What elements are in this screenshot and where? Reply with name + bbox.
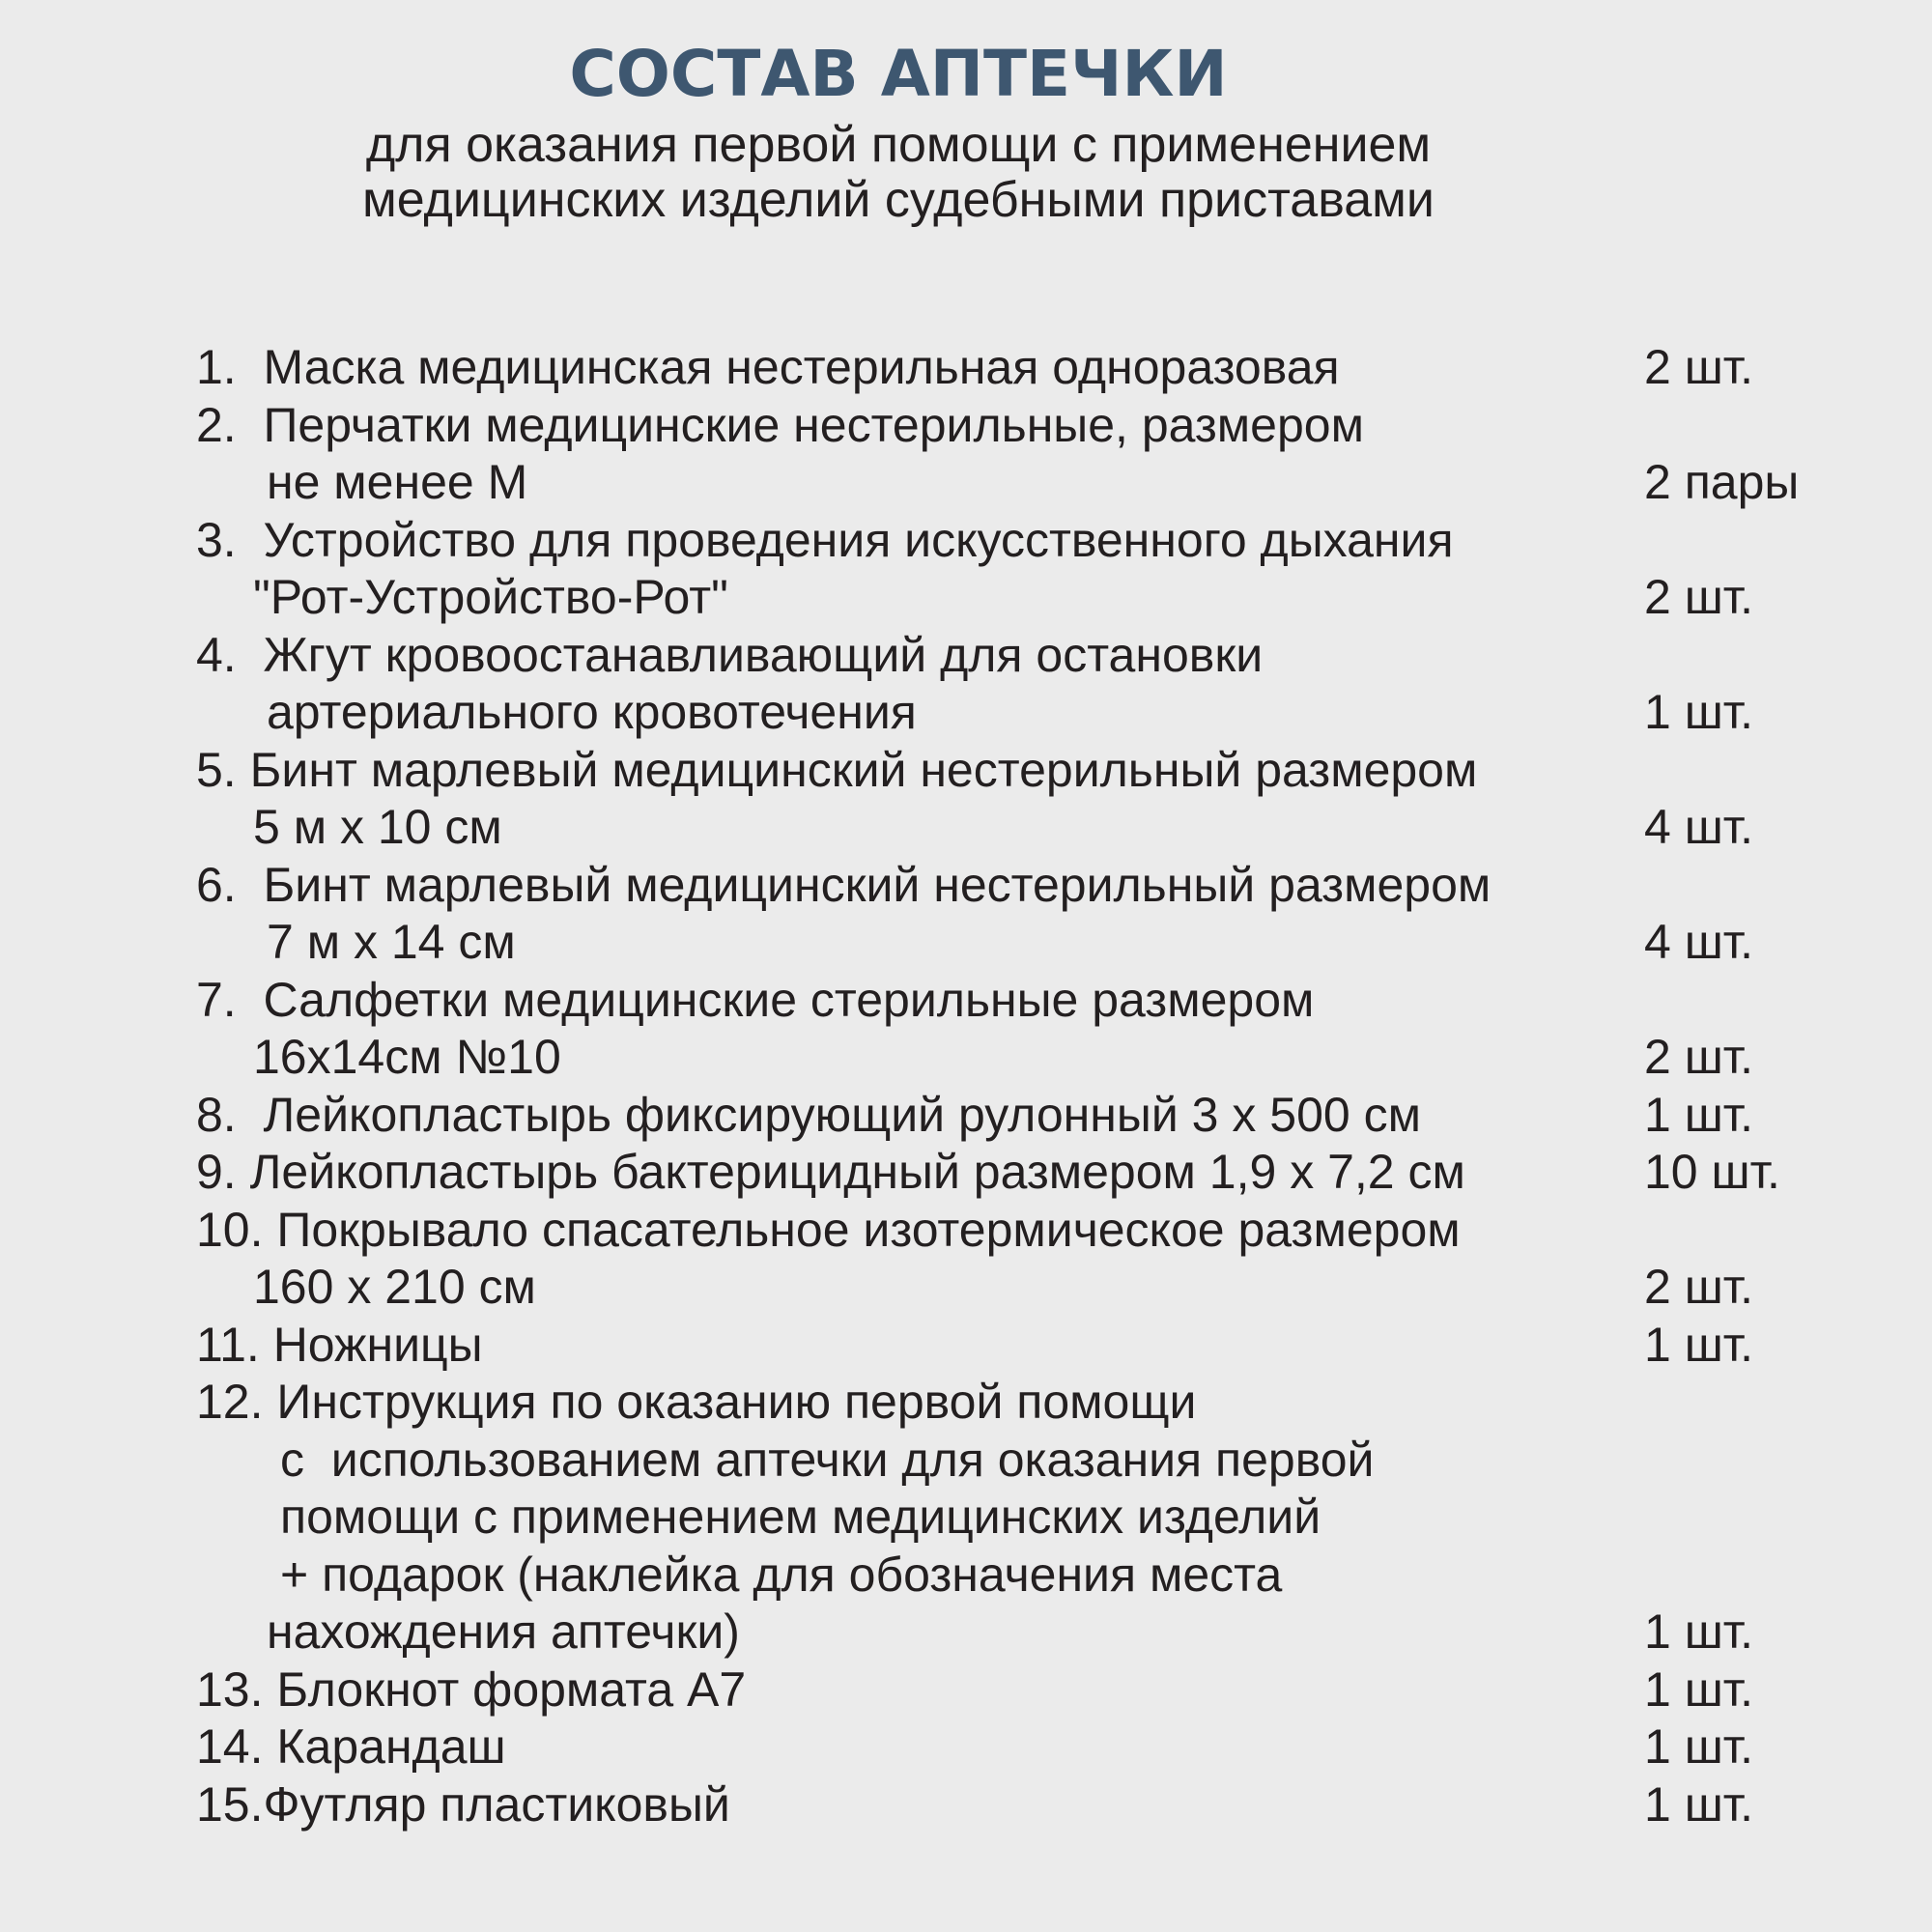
- subtitle-line-1: для оказания первой помощи с применением: [365, 117, 1432, 173]
- item-8-qty: 1 шт.: [1644, 1088, 1754, 1142]
- item-12-text-cont-2: помощи с применением медицинских изделий: [280, 1490, 1321, 1544]
- item-12-text-cont-3: + подарок (наклейка для обозначения места: [280, 1548, 1283, 1602]
- item-4-text-cont: артериального кровотечения: [267, 685, 917, 739]
- item-3-qty: 2 шт.: [1644, 570, 1754, 624]
- item-5-text-cont: 5 м х 10 см: [253, 800, 502, 854]
- item-6-text-cont: 7 м х 14 см: [267, 915, 516, 969]
- item-6-qty: 4 шт.: [1644, 915, 1754, 969]
- item-13-text: 13. Блокнот формата А7: [196, 1662, 747, 1717]
- item-10-qty: 2 шт.: [1644, 1260, 1754, 1314]
- item-3-text-cont: "Рот-Устройство-Рот": [253, 570, 728, 624]
- item-9-text: 9. Лейкопластырь бактерицидный размером 1,9 х 7,2 см: [196, 1145, 1465, 1199]
- item-12-qty: 1 шт.: [1644, 1605, 1754, 1659]
- item-5-text: 5. Бинт марлевый медицинский нестерильный размером: [196, 743, 1478, 797]
- item-7-qty: 2 шт.: [1644, 1030, 1754, 1084]
- item-12-text-cont-1: с использованием аптечки для оказания первой: [280, 1433, 1375, 1487]
- item-1-text: 1. Маска медицинская нестерильная одноразовая: [196, 340, 1340, 394]
- item-10-text-cont: 160 х 210 см: [253, 1260, 536, 1314]
- item-6-text: 6. Бинт марлевый медицинский нестерильный размером: [196, 858, 1492, 912]
- item-7-text: 7. Салфетки медицинские стерильные размером: [196, 973, 1315, 1027]
- subtitle-line-2: медицинских изделий судебными приставами: [362, 172, 1435, 228]
- page-title: СОСТАВ АПТЕЧКИ: [569, 37, 1228, 111]
- item-12-text-cont-4: нахождения аптечки): [267, 1605, 740, 1659]
- item-12-text: 12. Инструкция по оказанию первой помощи: [196, 1375, 1197, 1429]
- item-1-qty: 2 шт.: [1644, 340, 1754, 394]
- item-14-qty: 1 шт.: [1644, 1719, 1754, 1774]
- item-11-text: 11. Ножницы: [196, 1318, 483, 1372]
- item-13-qty: 1 шт.: [1644, 1662, 1754, 1717]
- item-3-text: 3. Устройство для проведения искусственного дыхания: [196, 513, 1454, 567]
- item-15-qty: 1 шт.: [1644, 1777, 1754, 1832]
- item-2-text-cont: не менее М: [267, 455, 528, 509]
- item-15-text: 15.Футляр пластиковый: [196, 1777, 730, 1832]
- item-8-text: 8. Лейкопластырь фиксирующий рулонный 3 х 500 см: [196, 1088, 1421, 1142]
- item-11-qty: 1 шт.: [1644, 1318, 1754, 1372]
- item-7-text-cont: 16х14см №10: [253, 1030, 561, 1084]
- item-14-text: 14. Карандаш: [196, 1719, 506, 1774]
- item-5-qty: 4 шт.: [1644, 800, 1754, 854]
- item-2-text: 2. Перчатки медицинские нестерильные, размером: [196, 398, 1364, 452]
- item-2-qty: 2 пары: [1644, 455, 1800, 509]
- item-4-text: 4. Жгут кровоостанавливающий для остановки: [196, 628, 1264, 682]
- item-4-qty: 1 шт.: [1644, 685, 1754, 739]
- item-10-text: 10. Покрывало спасательное изотермическое размером: [196, 1203, 1461, 1257]
- item-9-qty: 10 шт.: [1644, 1145, 1780, 1199]
